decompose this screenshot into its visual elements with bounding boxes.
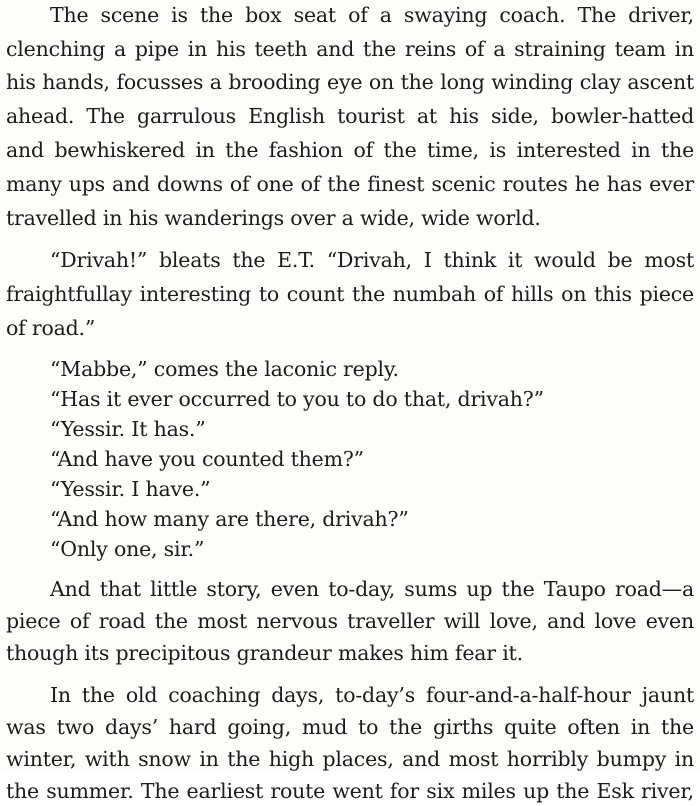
text-line: clenching a pipe in his teeth and the reins of a straining team in xyxy=(6,37,694,61)
dialogue-line: “Mabbe,” comes the laconic reply. xyxy=(50,357,399,381)
text-line: ahead. The garrulous English tourist at his side, bowler-hatted xyxy=(6,104,694,128)
text-line: of road.” xyxy=(6,316,96,340)
text-line: “Drivah!” bleats the E.T. “Drivah, I think it would be most xyxy=(50,248,694,272)
text-line: fraightfullay interesting to count the numbah of hills on this piece xyxy=(6,282,694,306)
dialogue-line: “Only one, sir.” xyxy=(50,537,205,561)
text-line: the summer. The earliest route went for six miles up the Esk river, xyxy=(6,779,694,803)
dialogue-line: “And have you counted them?” xyxy=(50,447,364,471)
text-line: was two days’ hard going, mud to the girths quite often in the xyxy=(6,715,694,739)
text-line: winter, with snow in the high places, and most horribly bumpy in xyxy=(6,747,694,771)
text-line: though its precipitous grandeur makes him fear it. xyxy=(6,641,523,665)
text-line: piece of road the most nervous traveller will love, and love even xyxy=(6,609,694,633)
text-line: many ups and downs of one of the finest scenic routes he has ever xyxy=(6,172,694,196)
text-line: travelled in his wanderings over a wide, wide world. xyxy=(6,206,541,230)
text-line: The scene is the box seat of a swaying coach. The driver, xyxy=(50,3,694,27)
text-line: In the old coaching days, to-day’s four-and-a-half-hour jaunt xyxy=(50,683,694,707)
text-line: and bewhiskered in the fashion of the time, is interested in the xyxy=(6,138,694,162)
text-line: And that little story, even to-day, sums up the Taupo road—a xyxy=(50,577,694,601)
dialogue-line: “Has it ever occurred to you to do that, drivah?” xyxy=(50,387,544,411)
dialogue-line: “Yessir. I have.” xyxy=(50,477,211,501)
dialogue-line: “Yessir. It has.” xyxy=(50,417,206,441)
dialogue-line: “And how many are there, drivah?” xyxy=(50,507,409,531)
text-line: his hands, focusses a brooding eye on the long winding clay ascent xyxy=(6,70,694,94)
